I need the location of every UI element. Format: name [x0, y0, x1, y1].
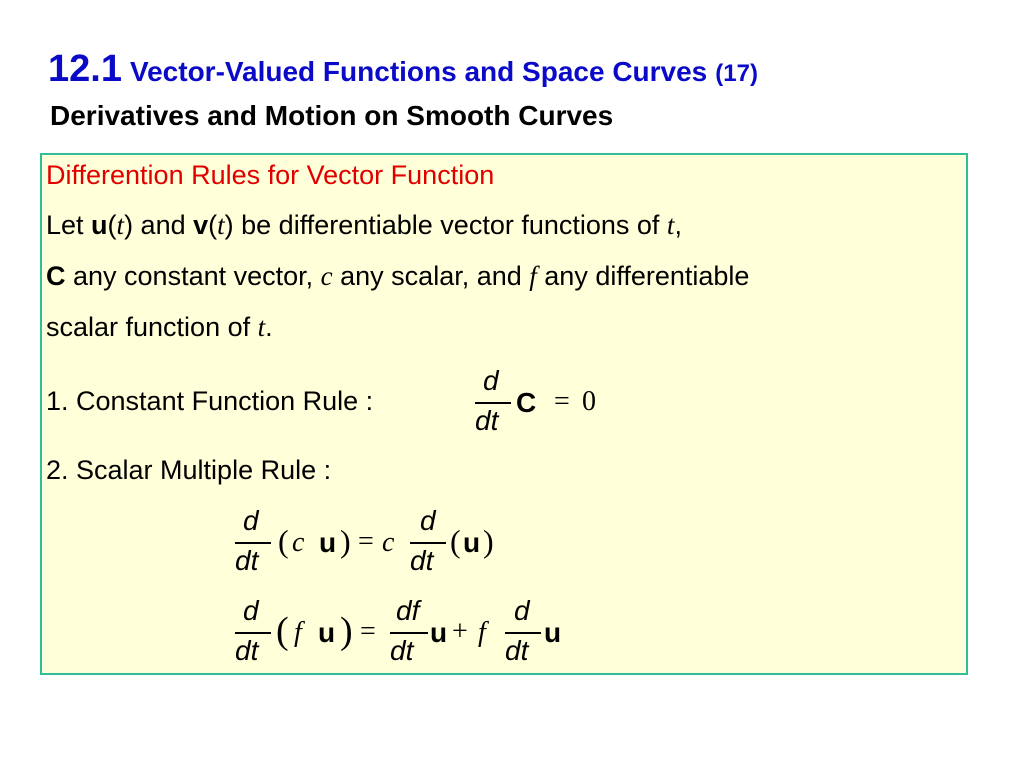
section-number: 12.1 [48, 48, 122, 90]
intro-line-2: C any constant vector, c any scalar, and f any differentiable [46, 261, 750, 291]
slide-subtitle: Derivatives and Motion on Smooth Curves [50, 100, 614, 131]
intro-line-3: scalar function of t. [46, 312, 273, 342]
slide-title [48, 48, 758, 91]
intro-line-1: Let u(t) and v(t) be differentiable vector functions of t, [46, 210, 682, 240]
rules-box: Differention Rules for Vector Function Let u(t) and v(t) be differentiable vector functions of t, C any constant vector, c any scalar, and f any differentiable scalar function of t. 1. Constant Function Rule : d dt C = 0 2. Scalar Multiple Rule : d dt ( c u ) = c d dt ( u ) d dt ( f u ) = df dt u + f d dt u [40, 153, 968, 675]
box-heading: Differention Rules for Vector Function [46, 160, 495, 190]
rule-2-label: 2. Scalar Multiple Rule : [46, 455, 332, 485]
part-number: (17) [715, 60, 758, 87]
rule-1-label: 1. Constant Function Rule : [46, 386, 374, 416]
section-title: Vector-Valued Functions and Space Curves [129, 56, 708, 87]
